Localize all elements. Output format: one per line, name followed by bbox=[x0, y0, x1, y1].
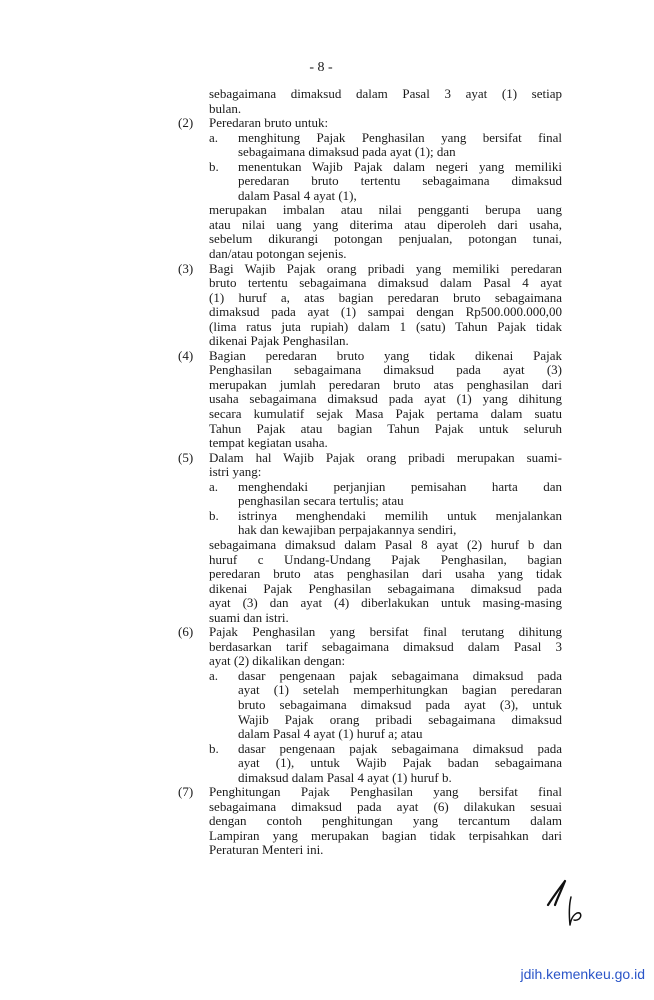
text-line bbox=[178, 553, 562, 568]
line-text: dikenai Pajak Penghasilan sebagaimana dimaksud pada bbox=[209, 580, 562, 596]
line-text: sebagaimana dimaksud dalam Pasal 8 ayat (2) huruf b dan bbox=[209, 536, 562, 552]
line-text: dikenai Pajak Penghasilan. bbox=[209, 333, 349, 349]
paragraph-number: (2) bbox=[178, 115, 194, 131]
line-text: Wajib Pajak orang pribadi sebagaimana dimaksud bbox=[238, 711, 562, 727]
text-line bbox=[178, 582, 562, 597]
line-text: dan/atau potongan sejenis. bbox=[209, 246, 347, 262]
line-text: Penghitungan Pajak Penghasilan yang bersifat final bbox=[209, 784, 562, 800]
text-line bbox=[178, 727, 562, 742]
line-text: dimaksud dalam Pasal 4 ayat (1) huruf b. bbox=[238, 769, 452, 785]
line-text: ayat (1), untuk Wajib Pajak badan sebagaimana bbox=[238, 755, 562, 771]
line-text: dalam Pasal 4 ayat (1) huruf a; atau bbox=[238, 726, 423, 742]
line-text: Bagi Wajib Pajak orang pribadi yang memiliki peredaran bbox=[209, 260, 562, 276]
text-line bbox=[178, 625, 562, 640]
sub-item-letter: a. bbox=[209, 667, 219, 683]
text-line bbox=[178, 771, 562, 786]
text-line bbox=[178, 800, 562, 815]
text-line bbox=[178, 349, 562, 364]
text-line bbox=[178, 145, 562, 160]
text-line bbox=[178, 262, 562, 277]
line-text: sebagaimana dimaksud dalam Pasal 3 ayat (1) setiap bbox=[209, 86, 562, 101]
text-line bbox=[178, 131, 562, 146]
paragraph-number: (7) bbox=[178, 784, 194, 800]
line-text: menentukan Wajib Pajak dalam negeri yang memiliki bbox=[238, 158, 562, 174]
text-line bbox=[178, 814, 562, 829]
line-text: huruf c Undang-Undang Pajak Penghasilan, bagian bbox=[209, 551, 562, 567]
line-text: ayat (1) setelah memperhitungkan bagian peredaran bbox=[238, 682, 562, 698]
text-line bbox=[178, 451, 562, 466]
text-line bbox=[178, 523, 562, 538]
text-line bbox=[178, 392, 562, 407]
text-line bbox=[178, 596, 562, 611]
text-line bbox=[178, 698, 562, 713]
text-line bbox=[178, 669, 562, 684]
line-text: Pajak Penghasilan yang bersifat final terutang dihitung bbox=[209, 624, 562, 640]
line-text: ayat (3) dan ayat (4) diberlakukan untuk masing-masing bbox=[209, 595, 562, 611]
line-text: menghitung Pajak Penghasilan yang bersifat final bbox=[238, 129, 562, 145]
line-text: istrinya menghendaki memilih untuk menjalankan bbox=[238, 507, 562, 523]
line-text: usaha sebagaimana dimaksud pada ayat (1) yang dihitung bbox=[209, 391, 562, 407]
text-line bbox=[178, 480, 562, 495]
text-line bbox=[178, 232, 562, 247]
paragraph-number: (3) bbox=[178, 260, 194, 276]
line-text: atau nilai uang yang diterima atau diperoleh dari usaha, bbox=[209, 216, 562, 232]
text-line bbox=[178, 654, 562, 669]
sub-item-letter: b. bbox=[209, 158, 219, 174]
text-line bbox=[178, 174, 562, 189]
text-line bbox=[178, 843, 562, 858]
text-line bbox=[178, 203, 562, 218]
sub-item-letter: a. bbox=[209, 478, 219, 494]
signature-initials bbox=[545, 875, 590, 935]
line-text: Penghasilan sebagaimana dimaksud pada ayat (3) bbox=[209, 362, 562, 378]
text-line bbox=[178, 320, 562, 335]
page-number-text: - 8 - bbox=[309, 60, 333, 75]
line-text: sebagaimana dimaksud pada ayat (6) dilakukan sesuai bbox=[209, 798, 562, 814]
text-line bbox=[178, 334, 562, 349]
text-line bbox=[178, 276, 562, 291]
line-text: Peredaran bruto untuk: bbox=[209, 115, 329, 131]
line-text: ayat (2) dikalikan dengan: bbox=[209, 653, 346, 669]
line-text: peredaran bruto atas penghasilan dari usaha yang tidak bbox=[209, 566, 562, 582]
line-text: (lima ratus juta rupiah) dalam 1 (satu) Tahun Pajak tidak bbox=[209, 318, 562, 334]
sub-item-letter: a. bbox=[209, 129, 219, 145]
line-text: Bagian peredaran bruto yang tidak dikenai Pajak bbox=[209, 347, 562, 363]
signature-icon bbox=[545, 875, 590, 930]
text-line bbox=[178, 87, 562, 102]
line-text: bulan. bbox=[209, 100, 242, 116]
text-line bbox=[178, 756, 562, 771]
paragraph-number: (5) bbox=[178, 449, 194, 465]
line-text: menghendaki perjanjian pemisahan harta dan bbox=[238, 478, 562, 494]
line-text: dasar pengenaan pajak sebagaimana dimaksud pada bbox=[238, 740, 562, 756]
text-line bbox=[178, 378, 562, 393]
text-line bbox=[178, 785, 562, 800]
line-text: Dalam hal Wajib Pajak orang pribadi merupakan suami- bbox=[209, 449, 562, 465]
paragraph-number: (4) bbox=[178, 347, 194, 363]
line-text: dimaksud pada ayat (1) sampai dengan Rp500.000.000,00 bbox=[209, 304, 562, 320]
line-text: dasar pengenaan pajak sebagaimana dimaksud pada bbox=[238, 667, 562, 683]
line-text: merupakan jumlah peredaran bruto atas penghasilan dari bbox=[209, 376, 562, 392]
line-text: sebelum dikurangi potongan penjualan, potongan tunai, bbox=[209, 231, 562, 247]
line-text: Peraturan Menteri ini. bbox=[209, 842, 324, 858]
sub-item-letter: b. bbox=[209, 507, 219, 523]
page-number bbox=[0, 60, 654, 76]
line-text: tempat kegiatan usaha. bbox=[209, 435, 328, 451]
text-line bbox=[178, 567, 562, 582]
text-line bbox=[178, 713, 562, 728]
text-line bbox=[178, 436, 562, 451]
line-text: suami dan istri. bbox=[209, 609, 289, 625]
text-line bbox=[178, 829, 562, 844]
text-line bbox=[178, 538, 562, 553]
text-line bbox=[178, 422, 562, 437]
text-line bbox=[178, 363, 562, 378]
text-line bbox=[178, 611, 562, 626]
line-text: penghasilan secara tertulis; atau bbox=[238, 493, 404, 509]
sub-item-letter: b. bbox=[209, 740, 219, 756]
text-line bbox=[178, 291, 562, 306]
line-text: sebagaimana dimaksud pada ayat (1); dan bbox=[238, 144, 456, 160]
line-text: dengan contoh penghitungan yang tercantum dalam bbox=[209, 813, 562, 829]
document-body bbox=[178, 87, 562, 858]
line-text: berdasarkan tarif sebagaimana dimaksud dalam Pasal 3 bbox=[209, 638, 562, 654]
text-line bbox=[178, 407, 562, 422]
line-text: peredaran bruto tertentu sebagaimana dimaksud bbox=[238, 173, 562, 189]
line-text: merupakan imbalan atau nilai pengganti berupa uang bbox=[209, 202, 562, 218]
text-line bbox=[178, 102, 562, 117]
line-text: secara kumulatif sejak Masa Pajak pertama dalam suatu bbox=[209, 406, 562, 422]
text-line bbox=[178, 247, 562, 262]
text-line bbox=[178, 218, 562, 233]
line-text: istri yang: bbox=[209, 464, 262, 480]
text-line bbox=[178, 116, 562, 131]
text-line bbox=[178, 189, 562, 204]
paragraph-number: (6) bbox=[178, 624, 194, 640]
text-line bbox=[178, 305, 562, 320]
line-text: Tahun Pajak atau bagian Tahun Pajak untuk seluruh bbox=[209, 420, 562, 436]
line-text: hak dan kewajiban perpajakannya sendiri, bbox=[238, 522, 457, 538]
line-text: Lampiran yang merupakan bagian tidak terpisahkan dari bbox=[209, 827, 562, 843]
text-line bbox=[178, 742, 562, 757]
footer-link[interactable]: jdih.kemenkeu.go.id bbox=[520, 966, 645, 982]
line-text: dalam Pasal 4 ayat (1), bbox=[238, 187, 357, 203]
line-text: bruto sebagaimana dimaksud pada ayat (3), untuk bbox=[238, 696, 562, 712]
line-text: (1) huruf a, atas bagian peredaran bruto sebagaimana bbox=[209, 289, 562, 305]
text-line bbox=[178, 640, 562, 655]
text-line bbox=[178, 160, 562, 175]
text-line bbox=[178, 494, 562, 509]
text-line bbox=[178, 465, 562, 480]
text-line bbox=[178, 683, 562, 698]
text-line bbox=[178, 509, 562, 524]
line-text: bruto tertentu sebagaimana dimaksud dalam Pasal 4 ayat bbox=[209, 275, 562, 291]
